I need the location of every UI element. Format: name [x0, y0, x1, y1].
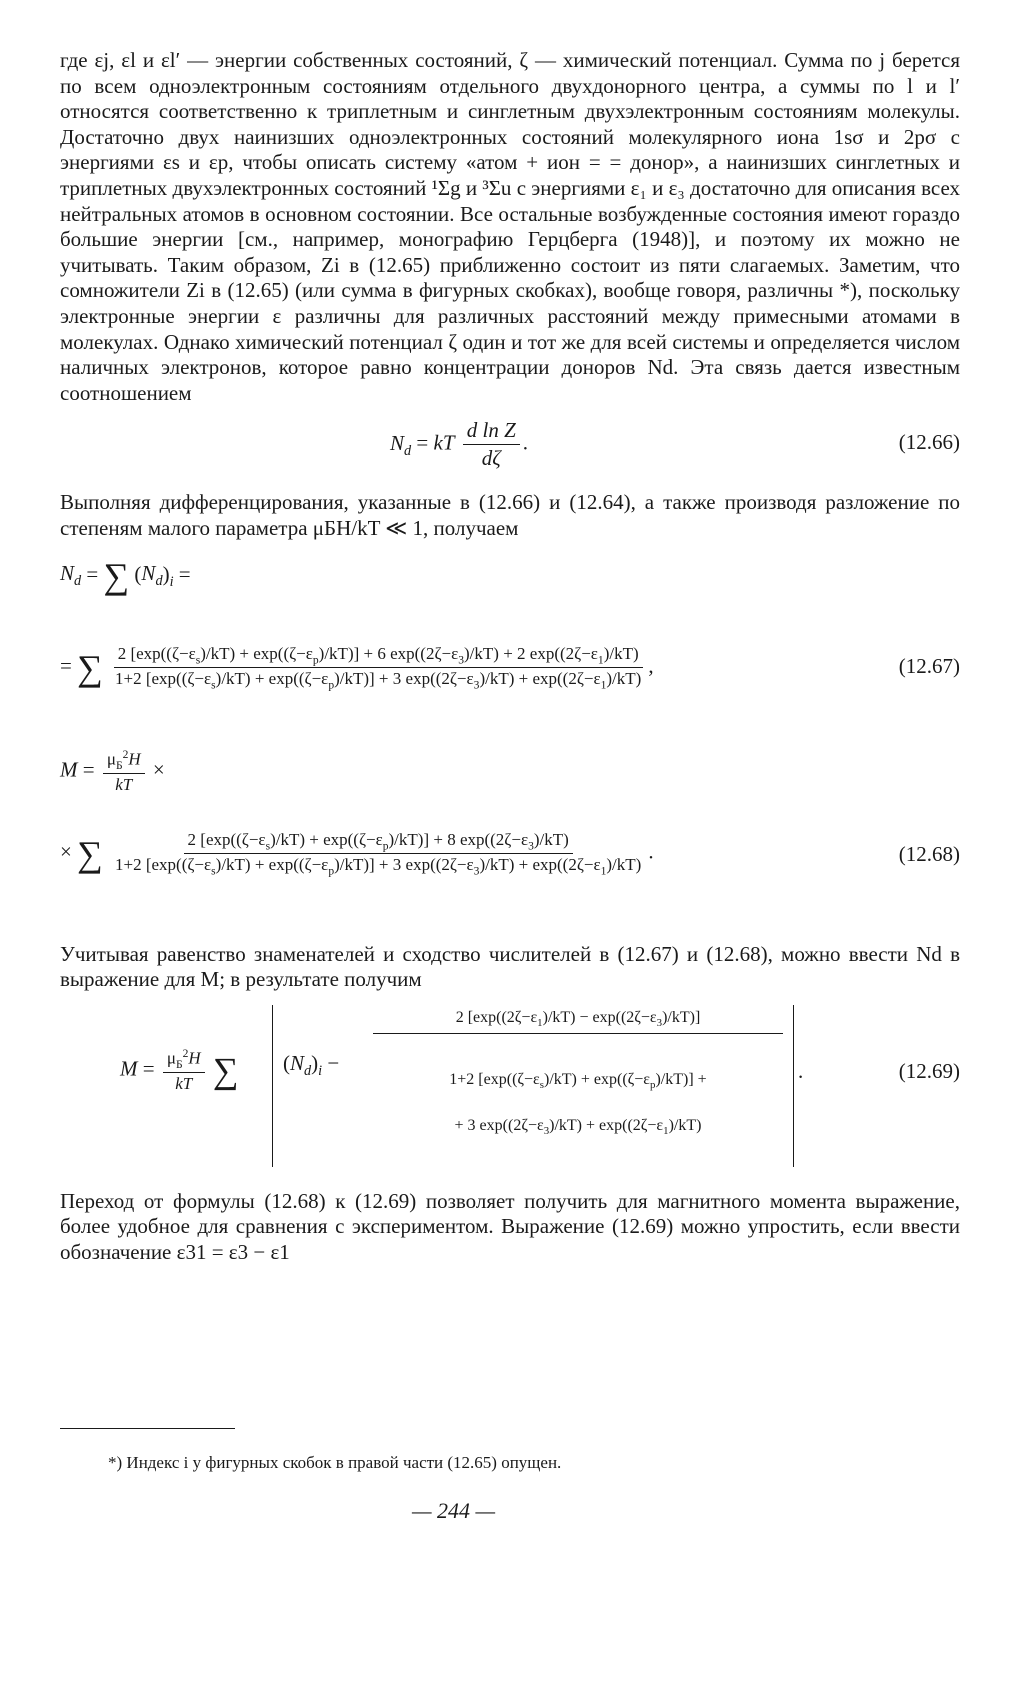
paragraph-3: Учитывая равенство знаменателей и сходство числителей в (12.67) и (12.68), можно ввести Nd в выражение для M; в результате получим: [60, 941, 960, 992]
equation-12-67: $N_d$ = ∑ $(N_d)_i$ = = ∑ 2 $[\exp((\zeta-\varepsilon_s)/kT) + \exp((\zeta-\varepsilon_p)/kT)] + 6$ $\exp((2\zeta-\varepsilon_3)/kT) + 2$ $\exp((2\zeta-\varepsilon_1)/kT)$ 1+2 $[\exp((\zeta-\varepsilon_s)/kT) + \exp((\zeta-\varepsilon_p)/kT)] + 3$ $\exp((2\zeta-\varepsilon_3)/kT) + \exp((2\zeta-\varepsilon_1)/kT)$ , (12.67): [60, 555, 960, 692]
footnote: *) Индекс i у фигурных скобок в правой части (12.65) опущен.: [108, 1453, 562, 1472]
paragraph-1: где εj, εl и εl′ — энергии собственных состояний, ζ — химический потенциал. Сумма по j берется по всем одноэлектронным состояниям отдельного двухдонорного центра, а суммы по l и l′ относятся соответственно к триплетным и синглетным двухэлектронным состояниям молекулы. Достаточно двух наинизших одноэлектронных состояний молекулярного иона 1sσ и 2pσ с энергиями εs и εp, чтобы описать систему «атом + ион = = донор», а наинизших синглетных и триплетных двухэлектронных состояний ¹Σg и ³Σu с энергиями ε₁ и ε₃ достаточно для описания всех нейтральных атомов в основном состоянии. Все остальные возбужденные состояния имеют гораздо большие энергии [см., например, монографию Герцберга (1948)], и поэтому их можно не учитывать. Таким образом, Zi в (12.65) приближенно состоит из пяти слагаемых. Заметим, что сомножители Zi в (12.65) (или сумма в фигурных скобках), вообще говоря, различны *), поскольку электронные энергии ε различны для различных расстояний между примесными атомами в молекулах. Однако химический потенциал ζ один и тот же для всей системы и определяется числом наличных электронов, которое равно концентрации доноров Nd. Эта связь дается известным соотношением: [60, 48, 960, 405]
equation-12-68: M = $\frac{\mu_Б^2H}{kT}$ × × ∑ 2 $[\exp((\zeta-\varepsilon_s)/kT) + \exp((\zeta-\varepsilon_p)/kT)] + 8$ $\exp((2\zeta-\varepsilon_3)/kT)$ 1+2 $[\exp((\zeta-\varepsilon_s)/kT) + \exp((\zeta-\varepsilon_p)/kT)] + 3$ $\exp((2\zeta-\varepsilon_3)/kT) + \exp((2\zeta-\varepsilon_1)/kT)$ . (12.68): [60, 747, 960, 878]
equation-number: (12.68): [898, 841, 960, 866]
equation-12-66: $N_d$ = kT $\frac{\text{d ln Z}}{d\zeta}$ . (12.66): [390, 418, 960, 471]
equation-number: (12.66): [898, 430, 960, 455]
equation-number: (12.67): [898, 653, 960, 678]
equation-number: (12.69): [898, 1058, 960, 1083]
paragraph-2: Выполняя дифференцирования, указанные в (12.66) и (12.64), а также производя разложение по степеням малого параметра μБH/kT ≪ 1, получаем: [60, 490, 960, 540]
page-number: — 244 —: [412, 1498, 496, 1523]
paragraph-4: Переход от формулы (12.68) к (12.69) позволяет получить для магнитного момента выражение, более удобное для сравнения с экспериментом. Выражение (12.69) можно упростить, если ввести обозначение ε31 = ε3 − ε1: [60, 1188, 960, 1264]
page-content: [60, 48, 960, 1265]
footnote-rule: [60, 1428, 235, 1429]
equation-12-69: M = $\frac{\mu_Б^2H}{kT}$ ∑ $(N_d)_i$ − 2 $[\exp((2\zeta-\varepsilon_1)/kT) - \exp((2\zeta-\varepsilon_3)/kT)]$ 1+2 $[\exp((\zeta-\varepsilon_s)/kT) + \exp((\zeta-\varepsilon_p)/kT)]$ + + 3 $\exp((2\zeta-\varepsilon_3)/kT) + \exp((2\zeta-\varepsilon_1)/kT)$ . (12.69): [60, 1005, 960, 1175]
